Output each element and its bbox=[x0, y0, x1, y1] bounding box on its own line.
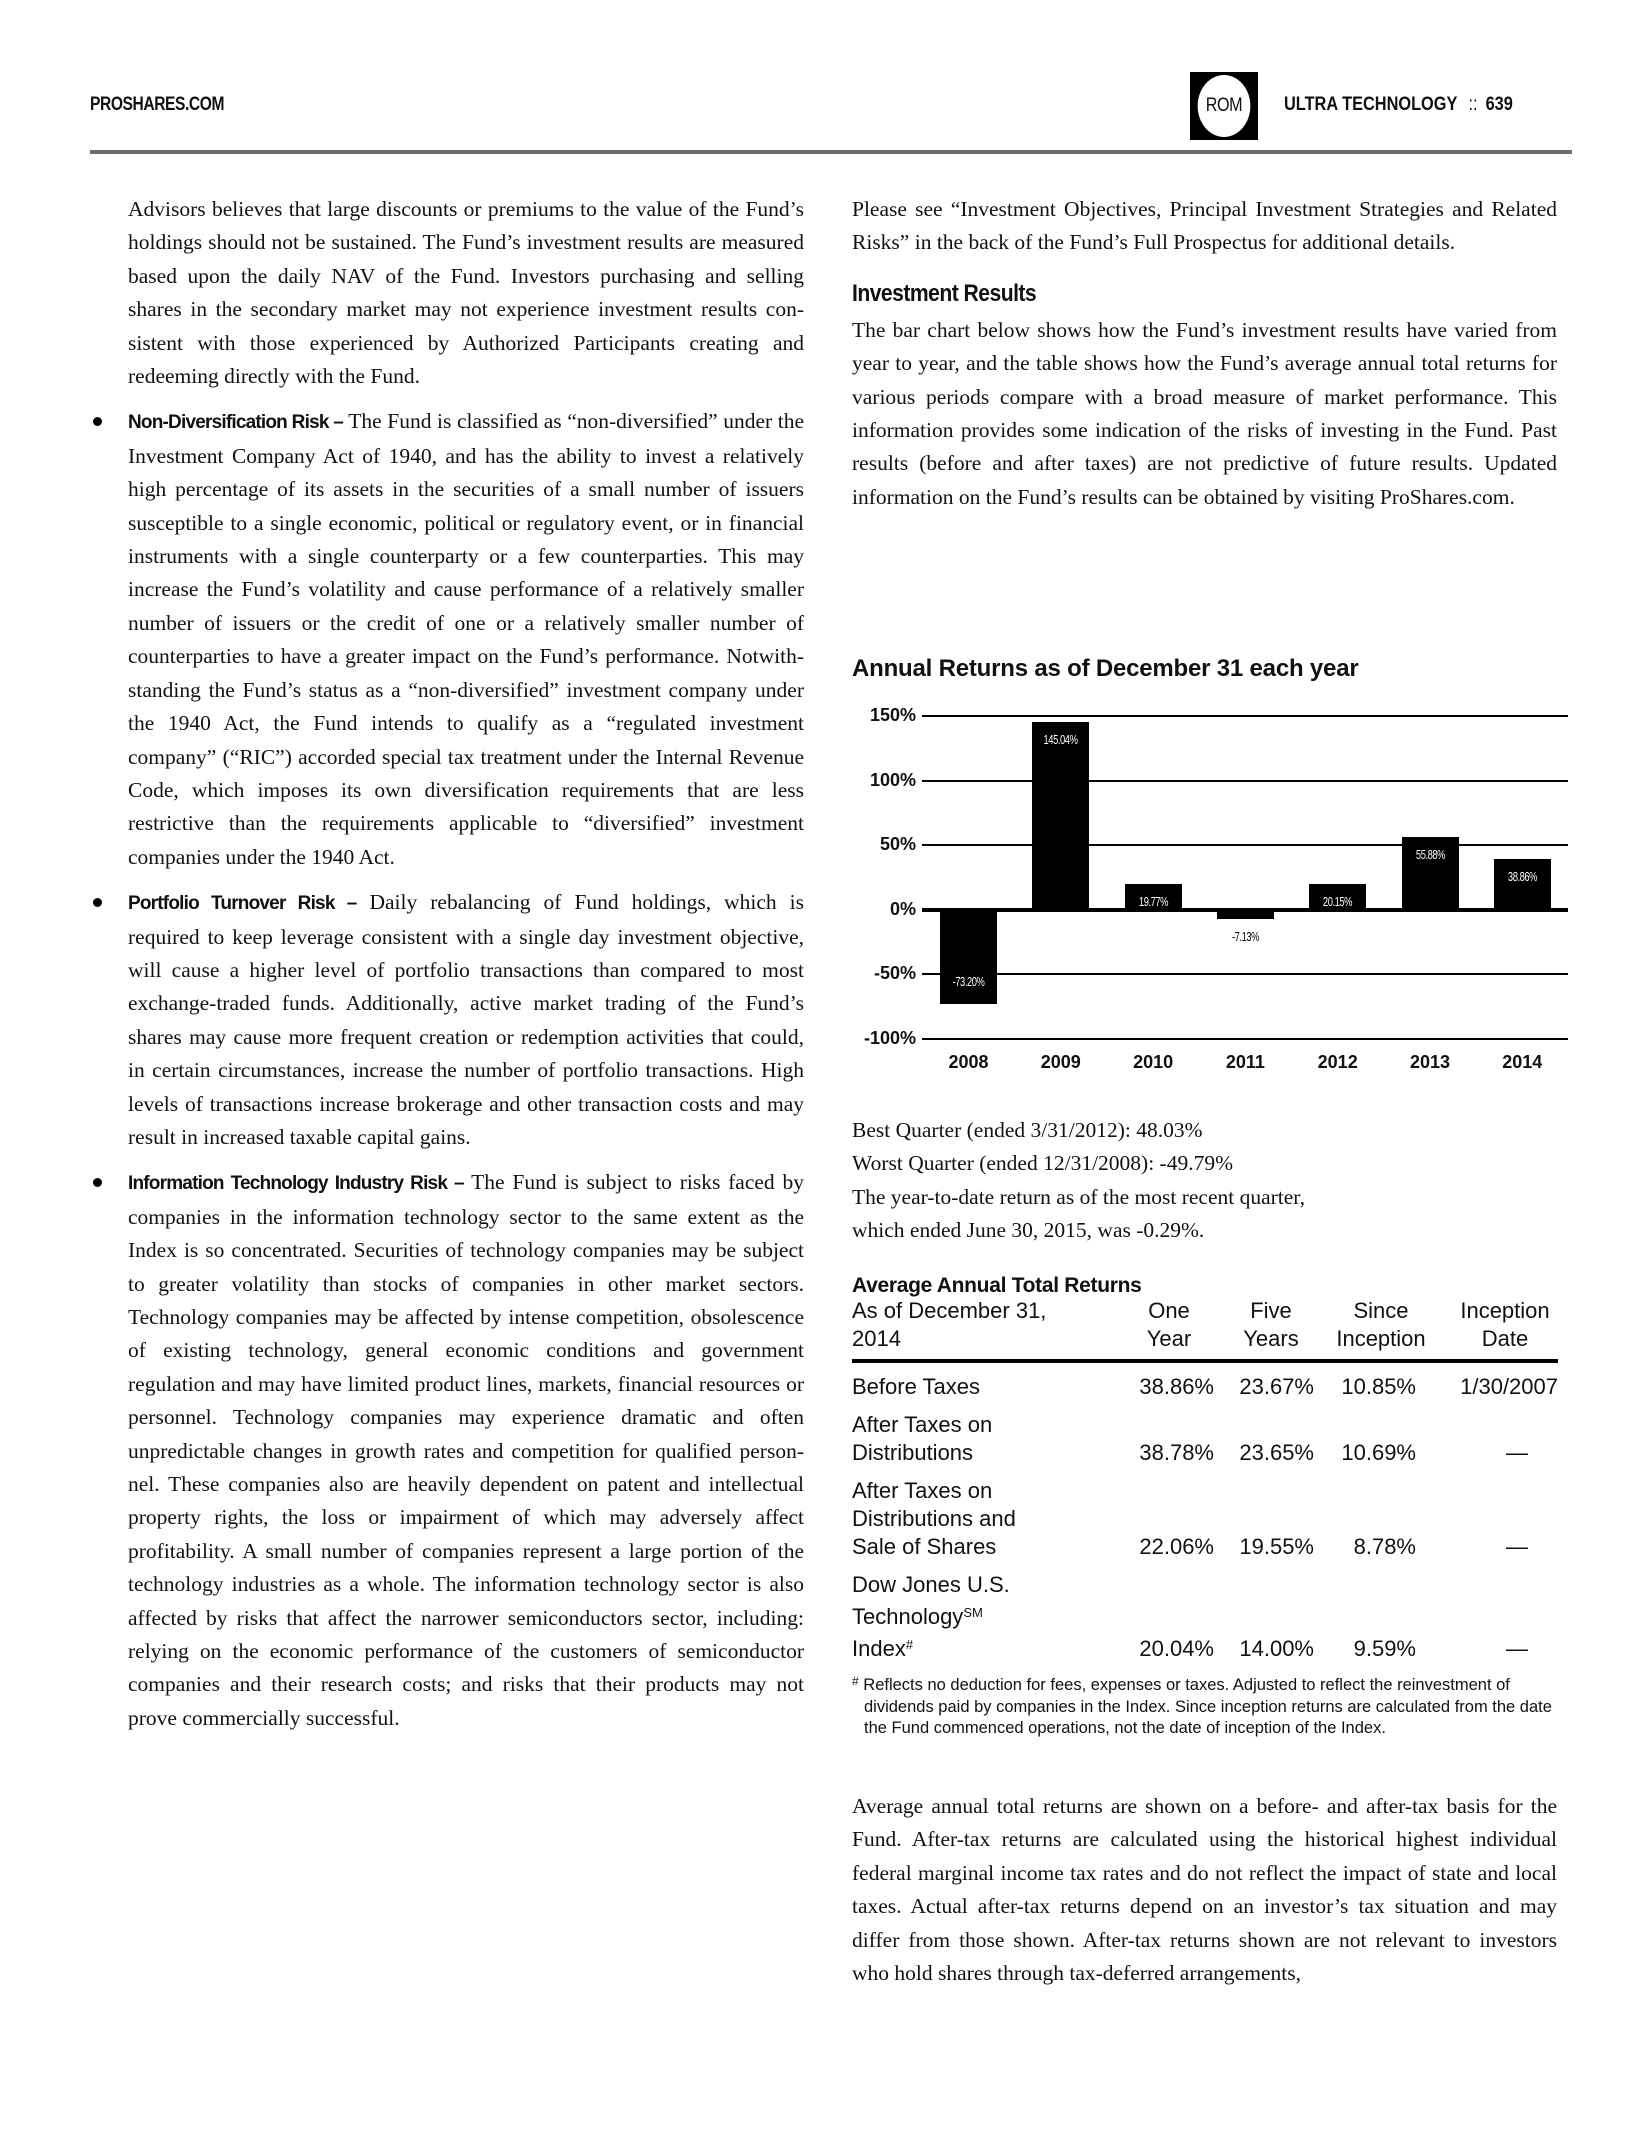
bar-value-label: -73.20% bbox=[952, 973, 985, 989]
risk-item-information-technology bbox=[128, 1166, 804, 1735]
cell-five-years: 14.00% bbox=[1239, 1636, 1314, 1661]
table-row-index bbox=[852, 1571, 1558, 1663]
header-divider bbox=[90, 150, 1572, 154]
row-label: Sale of Shares bbox=[852, 1534, 997, 1559]
cell-since-inception: 8.78% bbox=[1353, 1534, 1416, 1559]
row-label: Dow Jones U.S. bbox=[852, 1572, 1010, 1597]
y-axis-tick-label: -50% bbox=[873, 963, 916, 983]
row-label: Distributions bbox=[852, 1440, 974, 1465]
cell-one-year: 22.06% bbox=[1139, 1534, 1214, 1559]
column-header-period: As of December 31, 2014 bbox=[852, 1298, 1047, 1351]
fund-title: ULTRA TECHNOLOGY bbox=[1284, 94, 1458, 115]
worst-quarter: Worst Quarter (ended 12/31/2008): -49.79% bbox=[852, 1151, 1233, 1176]
page-number: 639 bbox=[1485, 94, 1513, 115]
results-paragraph: The bar chart below shows how the Fund’s investment results have varied from year to year, and the table shows how the Fund’s average annual total returns for various periods compare with a broad measure of market performance. This information provides some indication of the risks of investing in the Fund. Past results (before and after taxes) are not predictive of future results. Updated information on the Fund’s results can be obtained by visiting ProShares.com. bbox=[852, 317, 1557, 509]
x-axis-tick-label: 2009 bbox=[1040, 1052, 1081, 1072]
risk-title: Information Technology Industry Risk – bbox=[128, 1173, 464, 1195]
cell-inception-date: 1/30/2007 bbox=[1460, 1374, 1558, 1399]
cell-inception-date: — bbox=[1506, 1440, 1528, 1465]
right-column bbox=[852, 193, 1557, 514]
x-axis-tick-label: 2011 bbox=[1225, 1052, 1265, 1072]
risk-item-portfolio-turnover bbox=[128, 886, 804, 1154]
risk-title: Non-Diversification Risk – bbox=[128, 412, 344, 434]
bar-value-label: 55.88% bbox=[1415, 847, 1445, 863]
annual-returns-bar-chart bbox=[840, 700, 1580, 1090]
site-url: PROSHARES.COM bbox=[90, 94, 225, 115]
bullet-icon bbox=[93, 1178, 102, 1187]
section-heading: Investment Results bbox=[852, 279, 1037, 307]
cell-five-years: 23.67% bbox=[1239, 1374, 1314, 1399]
cell-since-inception: 10.85% bbox=[1341, 1374, 1416, 1399]
risk-text: The Fund is subject to risks faced by companies in the information technology sector to the same extent as the Index is so concentrated. Securities of technology companies may be subject to greater volatility than stocks of companies in other market sectors. Technology companies may be affected by intense competition, obsolescence of existing technology, general economic conditions and government regulation and may have limited product lines, markets, financial resources or personnel. Technology companies may experience dramatic and often unpredictable changes in growth rates and competition for qualified personnel. These companies also are heavily dependent on patent and intellectual property rights, the loss or impairment of which may adversely affect profitability. A small number of companies represent a large portion of the technology industries as a whole. The information technology sector is also affected by risks that affect the narrower semiconductors sector, including: relying on the economic performance of the customers of semiconductor companies and their research costs; and risks that their products may not prove commercially successful. bbox=[128, 1170, 804, 1730]
page-header-title bbox=[1284, 94, 1513, 116]
see-also-paragraph: Please see “Investment Objectives, Principal Investment Strategies and Related Risks” in the back of the Fund’s Full Prospectus for additional details. bbox=[852, 197, 1557, 255]
footnote-marker: # bbox=[852, 1674, 859, 1688]
row-label: After Taxes on bbox=[852, 1412, 993, 1437]
gridline bbox=[922, 973, 1568, 975]
x-axis-tick-label: 2008 bbox=[948, 1052, 989, 1072]
bullet-icon bbox=[93, 898, 102, 907]
left-column bbox=[128, 193, 804, 1735]
table-title: Average Annual Total Returns bbox=[852, 1274, 1142, 1297]
rom-ticker-logo-icon bbox=[1190, 72, 1258, 140]
row-label: Distributions and bbox=[852, 1506, 1016, 1531]
bar-2011 bbox=[1217, 910, 1274, 919]
best-quarter: Best Quarter (ended 3/31/2012): 48.03% bbox=[852, 1118, 1203, 1142]
x-axis-tick-label: 2012 bbox=[1317, 1052, 1358, 1072]
bar-2009 bbox=[1032, 722, 1089, 909]
cell-since-inception: 9.59% bbox=[1353, 1636, 1416, 1661]
chart-title: Annual Returns as of December 31 each year bbox=[852, 655, 1359, 682]
row-label: Before Taxes bbox=[852, 1374, 981, 1399]
cell-one-year: 20.04% bbox=[1139, 1636, 1214, 1661]
bullet-icon bbox=[93, 417, 102, 426]
bar-value-label: 20.15% bbox=[1323, 893, 1353, 909]
table-row-after-taxes-sale bbox=[852, 1477, 1558, 1561]
gridline bbox=[922, 1038, 1568, 1040]
cell-one-year: 38.78% bbox=[1139, 1440, 1214, 1465]
column-header-since-inception: Since Inception bbox=[1336, 1298, 1426, 1351]
bar-value-label: 38.86% bbox=[1507, 869, 1537, 885]
cell-inception-date: — bbox=[1506, 1636, 1528, 1661]
y-axis-tick-label: 100% bbox=[869, 769, 916, 790]
column-header-five-years: Five Years bbox=[1243, 1298, 1299, 1351]
gridline bbox=[922, 780, 1568, 782]
x-axis-tick-label: 2014 bbox=[1502, 1052, 1543, 1072]
column-header-one-year: One Year bbox=[1146, 1298, 1192, 1351]
row-label: Index# bbox=[852, 1636, 914, 1661]
bar-2014 bbox=[1494, 859, 1551, 909]
table-footnote bbox=[852, 1671, 1564, 1740]
column-header-inception-date: Inception Date bbox=[1460, 1298, 1550, 1351]
cell-inception-date: — bbox=[1506, 1534, 1528, 1559]
risk-title: Portfolio Turnover Risk – bbox=[128, 893, 357, 915]
footnote-marker: # bbox=[905, 1637, 914, 1652]
y-axis-tick-label: 50% bbox=[879, 834, 916, 854]
table-row-after-taxes-distributions bbox=[852, 1411, 1558, 1467]
footnote-text: Reflects no deduction for fees, expenses or taxes. Adjusted to reflect the reinvestment of dividends paid by companies in the Index. Since inception returns are calculated from the date the Fund commenced operations, not the date of inception of the Index. bbox=[863, 1676, 1552, 1737]
y-axis-tick-label: -100% bbox=[863, 1027, 916, 1048]
risk-item-non-diversification bbox=[128, 405, 804, 874]
ytd-line-2: which ended June 30, 2015, was -0.29%. bbox=[852, 1218, 1205, 1243]
ticker-symbol: ROM bbox=[1198, 75, 1251, 137]
row-label: After Taxes on bbox=[852, 1478, 993, 1503]
bar-value-label: 145.04% bbox=[1043, 732, 1078, 748]
header-separator: :: bbox=[1468, 94, 1478, 115]
service-mark: SM bbox=[963, 1605, 983, 1620]
row-label: Technology℠ bbox=[852, 1604, 983, 1629]
cell-five-years: 19.55% bbox=[1239, 1534, 1314, 1559]
table-row-before-taxes bbox=[852, 1373, 1558, 1401]
gridline bbox=[922, 844, 1568, 846]
cell-since-inception: 10.69% bbox=[1341, 1440, 1416, 1465]
x-axis-tick-label: 2010 bbox=[1133, 1052, 1174, 1072]
y-axis-tick-label: 150% bbox=[869, 705, 916, 725]
quarter-summary bbox=[852, 1114, 1572, 1248]
bar-2008 bbox=[940, 910, 997, 1004]
ytd-line-1: The year-to-date return as of the most recent quarter, bbox=[852, 1184, 1305, 1209]
table-header-row bbox=[852, 1297, 1558, 1363]
bar-value-label: -7.13% bbox=[1231, 928, 1259, 944]
bar-value-label: 19.77% bbox=[1138, 893, 1168, 909]
average-annual-returns-table bbox=[852, 1275, 1558, 1663]
risk-text: Daily rebalancing of Fund holdings, which is required to keep leverage consistent with a single day investment objective, will cause a higher level of portfolio transactions than compared to most exchange-traded funds. Additionally, active market trading of the Fund’s shares may cause more frequent creation or redemption activities that could, in certain circumstances, increase the number of portfolio transactions. High levels of transactions increase brokerage and other transaction costs and may result in increased taxable capital gains. bbox=[128, 890, 804, 1149]
risk-text: The Fund is classified as “non-diversified” under the Investment Company Act of 1940, and has the ability to invest a relatively high percentage of its assets in the securities of a small number of issuers susceptible to a single economic, political or regulatory event, or in financial instruments with a single counterparty or a few counterparties. This may increase the Fund’s volatility and cause performance of a relatively smaller number of issuers or the credit of one or a relatively smaller number of counterparties to have a greater impact on the Fund’s performance. Notwithstanding the Fund’s status as a “non-diversified” investment company under the 1940 Act, the Fund intends to qualify as a “regulated investment company” (“RIC”) accorded special tax treatment under the Internal Revenue Code, which imposes its own diversification requirements that are less restrictive than the requirements applicable to “diversified” investment companies under the 1940 Act. bbox=[128, 409, 805, 869]
cell-one-year: 38.86% bbox=[1139, 1374, 1214, 1399]
x-axis-tick-label: 2013 bbox=[1409, 1052, 1451, 1072]
intro-paragraph: Advisors believes that large discounts or premiums to the value of the Fund’s holdings should not be sustained. The Fund’s investment results are measured based upon the daily NAV of the Fund. Investors purchasing and selling shares in the secondary market may not experience investment results consistent with those experienced by Authorized Participants creating and redeeming directly with the Fund. bbox=[128, 197, 804, 389]
cell-five-years: 23.65% bbox=[1239, 1440, 1314, 1465]
y-axis-tick-label: 0% bbox=[889, 898, 916, 919]
gridline bbox=[922, 715, 1568, 717]
closing-paragraph: Average annual total returns are shown on a before- and after-tax basis for the Fund. After-tax returns are calculated using the historical highest individual federal marginal income tax rates and do not reflect the impact of state and local taxes. Actual after-tax returns depend on an investor’s tax situation and may differ from those shown. After-tax returns shown are not relevant to investors who hold shares through tax-deferred arrangements, bbox=[852, 1794, 1557, 1986]
